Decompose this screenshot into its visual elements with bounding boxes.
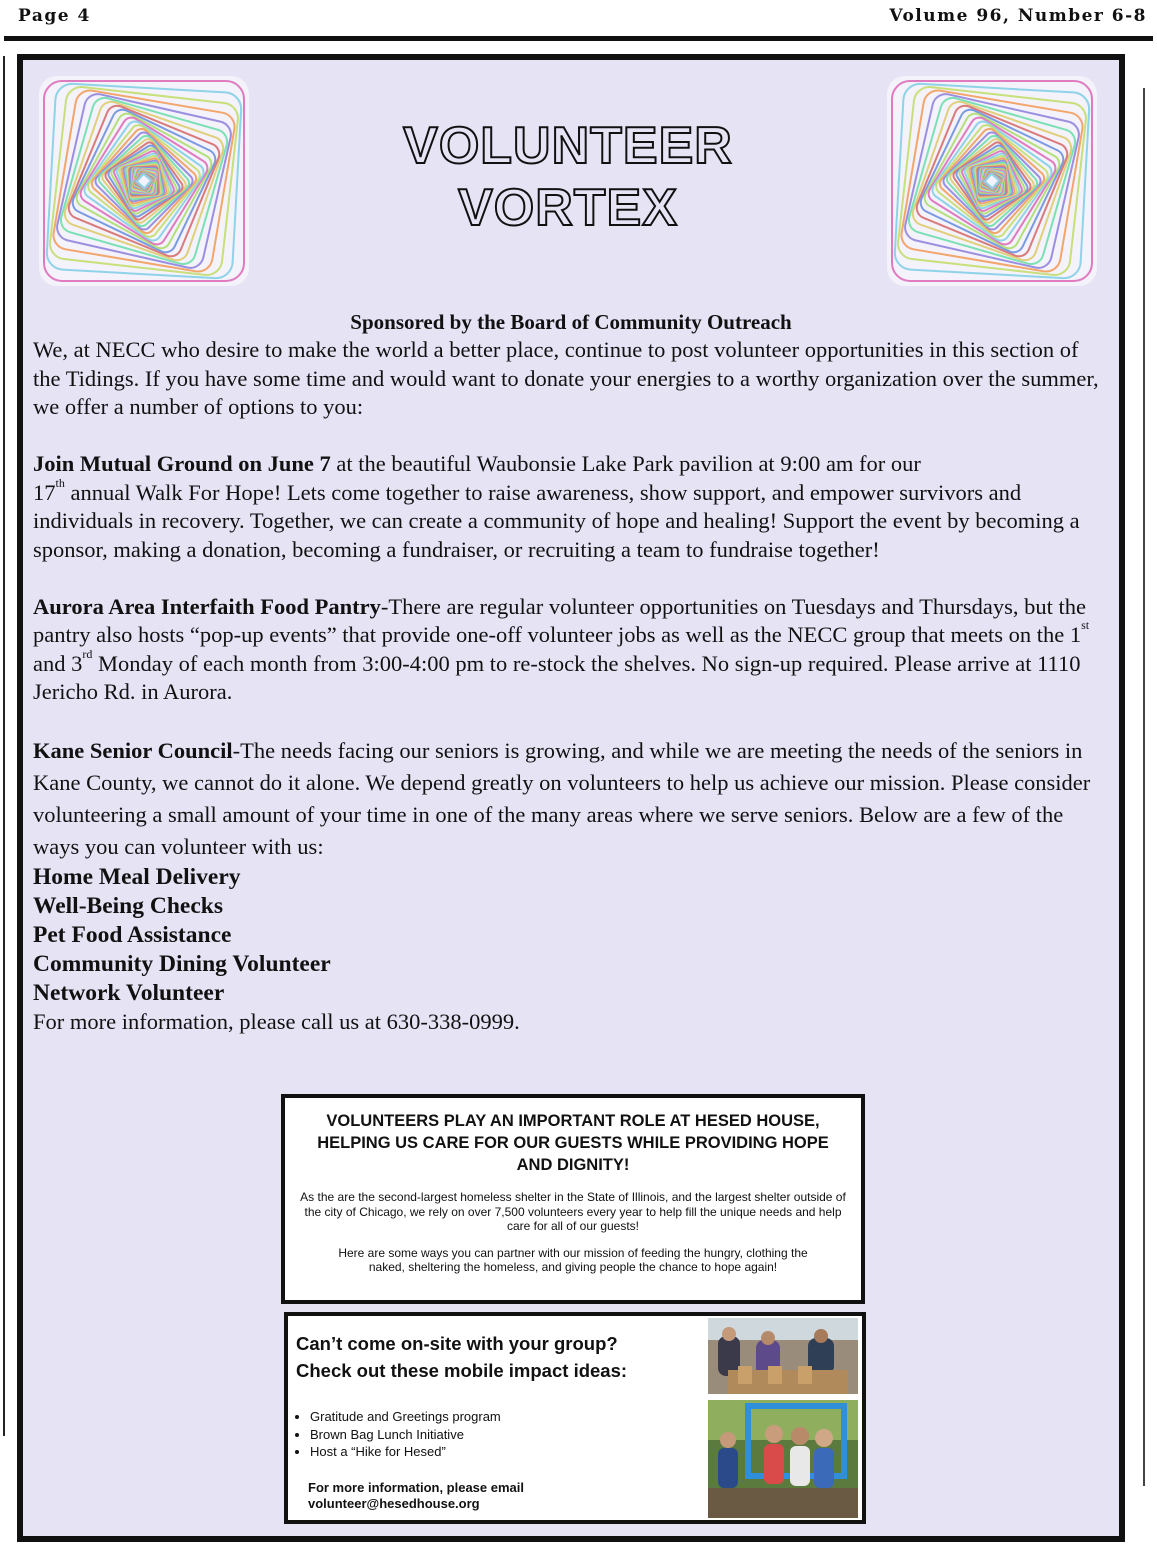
email-contact: For more information, please email volunteer@hesedhouse.org (308, 1480, 524, 1511)
hesed-house-info-box (281, 1094, 865, 1304)
left-margin-line (3, 56, 5, 1436)
list-item: Community Dining Volunteer (33, 951, 331, 977)
volunteer-vortex-panel (17, 54, 1125, 1542)
sponsor-line: Sponsored by the Board of Community Outreach (350, 310, 792, 334)
hesed-heading: VOLUNTEERS PLAY AN IMPORTANT ROLE AT HESED HOUSE, HELPING US CARE FOR OUR GUESTS WHILE PROVIDING HOPE AND DIGNITY! (317, 1112, 829, 1174)
hesed-partner-text: Here are some ways you can partner with our mission of feeding the hungry, clothing the naked, sheltering the homeless, and giving people the chance to hope again! (338, 1245, 808, 1274)
list-item: • Host a “Hike for Hesed” (310, 1443, 501, 1461)
article-body (33, 336, 1103, 1065)
kane-contact-line: For more information, please call us at 630-338-0999. (33, 1009, 520, 1034)
vortex-image-left (37, 74, 251, 288)
kane-senior-paragraph: Kane Senior Council-The needs facing our seniors is growing, and while we are meeting the needs of the seniors in Kane County, we cannot do it alone. We depend greatly on volunteers to help us achieve our mission. Please consider volunteering a small amount of your time in one of the many areas where we serve seniors. Below are a few of the ways you can volunteer with us: (33, 738, 1091, 859)
list-item: Well-Being Checks (33, 893, 223, 919)
vortex-image-right (885, 74, 1099, 288)
mobile-ideas-question: Can’t come on-site with your group? Check out these mobile impact ideas: (296, 1333, 628, 1381)
list-item: Pet Food Assistance (33, 922, 232, 948)
hesed-description: As the are the second-largest homeless shelter in the State of Illinois, and the largest shelter outside of the city of Chicago, we rely on over 7,500 volunteers every year to help fill the unique needs and help care for all of our guests! (300, 1190, 846, 1233)
header-rule (4, 36, 1153, 41)
volunteers-packing-photo (708, 1318, 858, 1394)
mutual-ground-heading: Join Mutual Ground on June 7 (33, 451, 331, 476)
list-item: Network Volunteer (33, 980, 225, 1006)
mutual-ground-paragraph: Join Mutual Ground on June 7 at the beautiful Waubonsie Lake Park pavilion at 9:00 am for our 17th annual Walk For Hope! Lets come together to raise awareness, show support, and empower survivors and individuals in recovery. Together, we can create a community of hope and healing! Support the event by becoming a sponsor, making a donation, becoming a fundraiser, or recruiting a team to fundraise together! (33, 451, 1080, 562)
intro-paragraph: We, at NECC who desire to make the world a better place, continue to post volunteer opportunities in this section of the Tidings. If you have some time and would want to donate your energies to a worthy organization over the summer, we offer a number of options to you: (33, 337, 1099, 419)
hesed-mobile-ideas-box (284, 1312, 866, 1524)
page-header (18, 6, 1147, 30)
kane-senior-heading: Kane Senior Council (33, 738, 233, 763)
list-item: • Brown Bag Lunch Initiative (310, 1426, 501, 1444)
volunteer-ways-list (33, 863, 1103, 1008)
list-item: Home Meal Delivery (33, 864, 241, 890)
list-item: • Gratitude and Greetings program (310, 1408, 501, 1426)
title-line-1: VOLUNTEER (403, 117, 733, 175)
right-margin-line (1143, 88, 1145, 1486)
title-line-2: VORTEX (458, 179, 678, 237)
page-number: Page 4 (18, 6, 91, 26)
food-pantry-paragraph: Aurora Area Interfaith Food Pantry-There are regular volunteer opportunities on Tuesdays and Thursdays, but the pantry also hosts “pop-up events” that provide one-off volunteer jobs as well as the NECC group that meets on the 1st and 3rd Monday of each month from 3:00-4:00 pm to re-stock the shelves. No sign-up required. Please arrive at 1110 Jericho Rd. in Aurora. (33, 593, 1090, 704)
hike-group-photo (708, 1400, 858, 1518)
volume-number: Volume 96, Number 6-8 (889, 6, 1147, 26)
email-address: volunteer@hesedhouse.org (308, 1496, 480, 1511)
page-title (323, 115, 813, 239)
mobile-ideas-list (296, 1408, 501, 1461)
food-pantry-heading: Aurora Area Interfaith Food Pantry (33, 593, 381, 619)
